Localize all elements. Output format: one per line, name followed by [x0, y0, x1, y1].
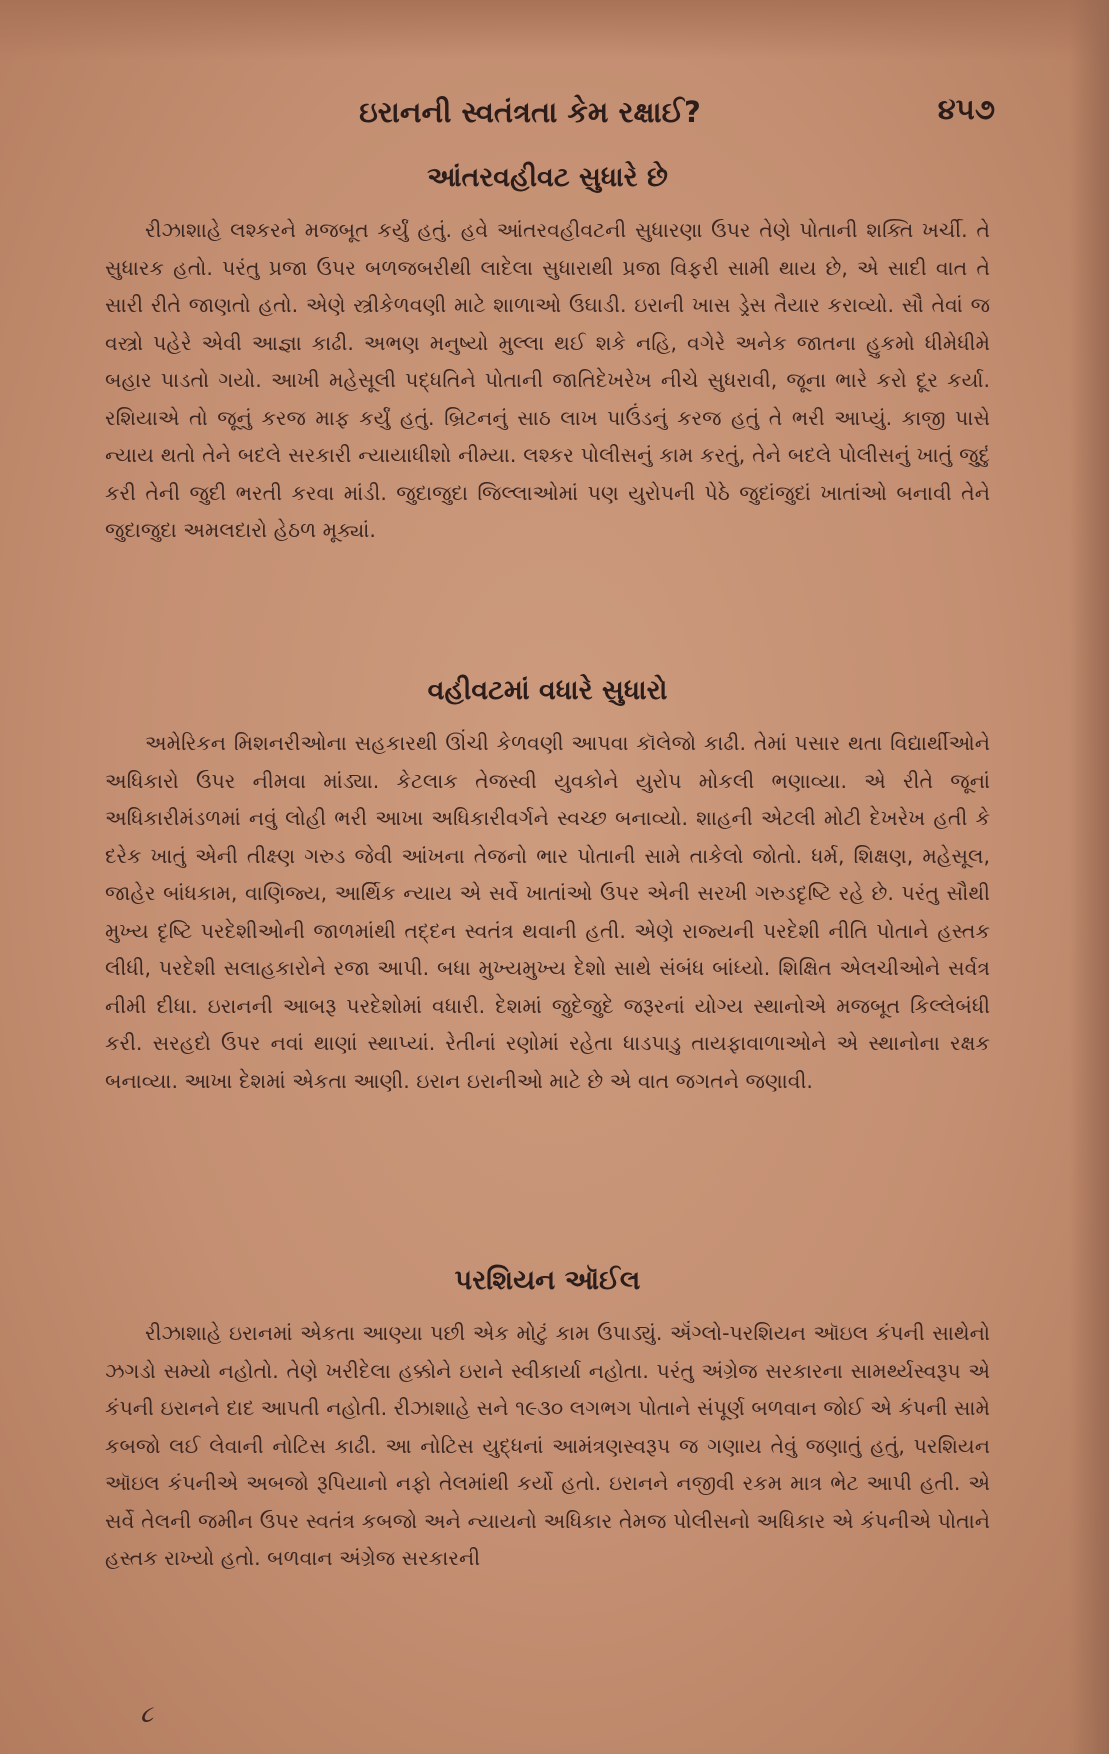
- paper-stain-top: [0, 0, 1109, 60]
- section-more-reforms: [105, 675, 990, 1100]
- section-persian-oil: [105, 1265, 990, 1578]
- section-internal-administration: [105, 162, 990, 550]
- section-paragraph: રીઝાશાહે ઇરાનમાં એકતા આણ્યા પછી એક મોટું કામ ઉપાડ્યું. ઍંગ્લો-પરશિયન ઑઇલ કંપની સાથેનો ઝગડો સમ્યો નહોતો. તેણે ખરીદેલા હક્કોને ઇરાને સ્વીકાર્યા નહોતા. પરંતુ અંગ્રેજ સરકારના સામર્થ્યસ્વરૂપ એ કંપની ઇરાનને દાદ આપતી નહોતી. રીઝાશાહે સને ૧૯૩૦ લગભગ પોતાને સંપૂર્ણ બળવાન જોઈ એ કંપની સામે કબજો લઈ લેવાની નોટિસ કાઢી. આ નોટિસ યુદ્ધનાં આમંત્રણસ્વરૂપ જ ગણાય તેવું જણાતું હતું, પરશિયન ઑઇલ કંપનીએ અબજો રૂપિયાનો નફો તેલમાંથી કર્યો હતો. ઇરાનને નજીવી રકમ માત્ર ભેટ આપી હતી. એ સર્વે તેલની જમીન ઉપર સ્વતંત્ર કબજો અને ન્યાયનો અધિકાર તેમજ પોલીસનો અધિકાર એ કંપનીએ પોતાને હસ્તક રાખ્યો હતો. બળવાન અંગ્રેજ સરકારની: [105, 1321, 990, 1570]
- signature-mark: ૮: [140, 1700, 154, 1728]
- section-heading: વહીવટમાં વધારે સુધારો: [427, 675, 668, 706]
- section-heading: આંતરવહીવટ સુધારે છે: [427, 162, 668, 193]
- section-paragraph: રીઝાશાહે લશ્કરને મજબૂત કર્યું હતું. હવે આંતરવહીવટની સુધારણા ઉપર તેણે પોતાની શક્તિ ખર્ચી. તે સુધારક હતો. પરંતુ પ્રજા ઉપર બળજબરીથી લાદેલા સુધારાથી પ્રજા વિફરી સામી થાય છે, એ સાદી વાત તે સારી રીતે જાણતો હતો. એણે સ્ત્રીકેળવણી માટે શાળાઓ ઉઘાડી. ઇરાની ખાસ ડ્રેસ તૈયાર કરાવ્યો. સૌ તેવાં જ વસ્ત્રો પહેરે એવી આજ્ઞા કાઢી. અભણ મનુષ્યો મુલ્લા થઈ શકે નહિ, વગેરે અનેક જાતના હુકમો ધીમેધીમે બહાર પાડતો ગયો. આખી મહેસૂલી પદ્ધતિને પોતાની જાતિદેખરેખ નીચે સુધરાવી, જૂના ભારે કરો દૂર કર્યા. રશિયાએ તો જૂનું કરજ માફ કર્યું હતું. બ્રિટનનું સાઠ લાખ પાઉંડનું કરજ હતું તે ભરી આપ્યું. કાજી પાસે ન્યાય થતો તેને બદલે સરકારી ન્યાયાધીશો નીમ્યા. લશ્કર પોલીસનું કામ કરતું, તેને બદલે પોલીસનું ખાતું જુદું કરી તેની જુદી ભરતી કરવા માંડી. જુદાજુદા જિલ્લાઓમાં પણ યુરોપની પેઠે જુદાંજુદાં ખાતાંઓ બનાવી તેને જુદાજુદા અમલદારો હેઠળ મૂક્યાં.: [105, 218, 990, 542]
- page-number: ૪૫૭: [937, 92, 995, 126]
- section-heading: પરશિયન ઑઈલ: [454, 1265, 641, 1296]
- running-title: ઇરાનની સ્વતંત્રતા કેમ રક્ષાઈ?: [359, 95, 701, 129]
- paper-stain-right: [1069, 0, 1109, 1754]
- section-paragraph: અમેરિકન મિશનરીઓના સહકારથી ઊંચી કેળવણી આપવા કૉલેજો કાઢી. તેમાં પસાર થતા વિદ્યાર્થીઓને અધિકારો ઉપર નીમવા માંડ્યા. કેટલાક તેજસ્વી યુવકોને યુરોપ મોકલી ભણાવ્યા. એ રીતે જૂનાં અધિકારીમંડળમાં નવું લોહી ભરી આખા અધિકારીવર્ગને સ્વચ્છ બનાવ્યો. શાહની એટલી મોટી દેખરેખ હતી કે દરેક ખાતું એની તીક્ષ્ણ ગરુડ જેવી આંખના તેજનો ભાર પોતાની સામે તાકેલો જોતો. ધર્મ, શિક્ષણ, મહેસૂલ, જાહેર બાંધકામ, વાણિજ્ય, આર્થિક ન્યાય એ સર્વે ખાતાંઓ ઉપર એની સરખી ગરુડદૃષ્ટિ રહે છે. પરંતુ સૌથી મુખ્ય દૃષ્ટિ પરદેશીઓની જાળમાંથી તદ્દન સ્વતંત્ર થવાની હતી. એણે રાજ્યની પરદેશી નીતિ પોતાને હસ્તક લીધી, પરદેશી સલાહકારોને રજા આપી. બધા મુખ્યમુખ્ય દેશો સાથે સંબંધ બાંધ્યો. શિક્ષિત એલચીઓને સર્વત્ર નીમી દીધા. ઇરાનની આબરૂ પરદેશોમાં વધારી. દેશમાં જુદેજુદે જરૂરનાં યોગ્ય સ્થાનોએ મજબૂત કિલ્લેબંધી કરી. સરહદો ઉપર નવાં થાણાં સ્થાપ્યાં. રેતીનાં રણોમાં રહેતા ધાડપાડુ તાયફાવાળાઓને એ સ્થાનોના રક્ષક બનાવ્યા. આખા દેશમાં એકતા આણી. ઇરાન ઇરાનીઓ માટે છે એ વાત જગતને જણાવી.: [105, 731, 990, 1093]
